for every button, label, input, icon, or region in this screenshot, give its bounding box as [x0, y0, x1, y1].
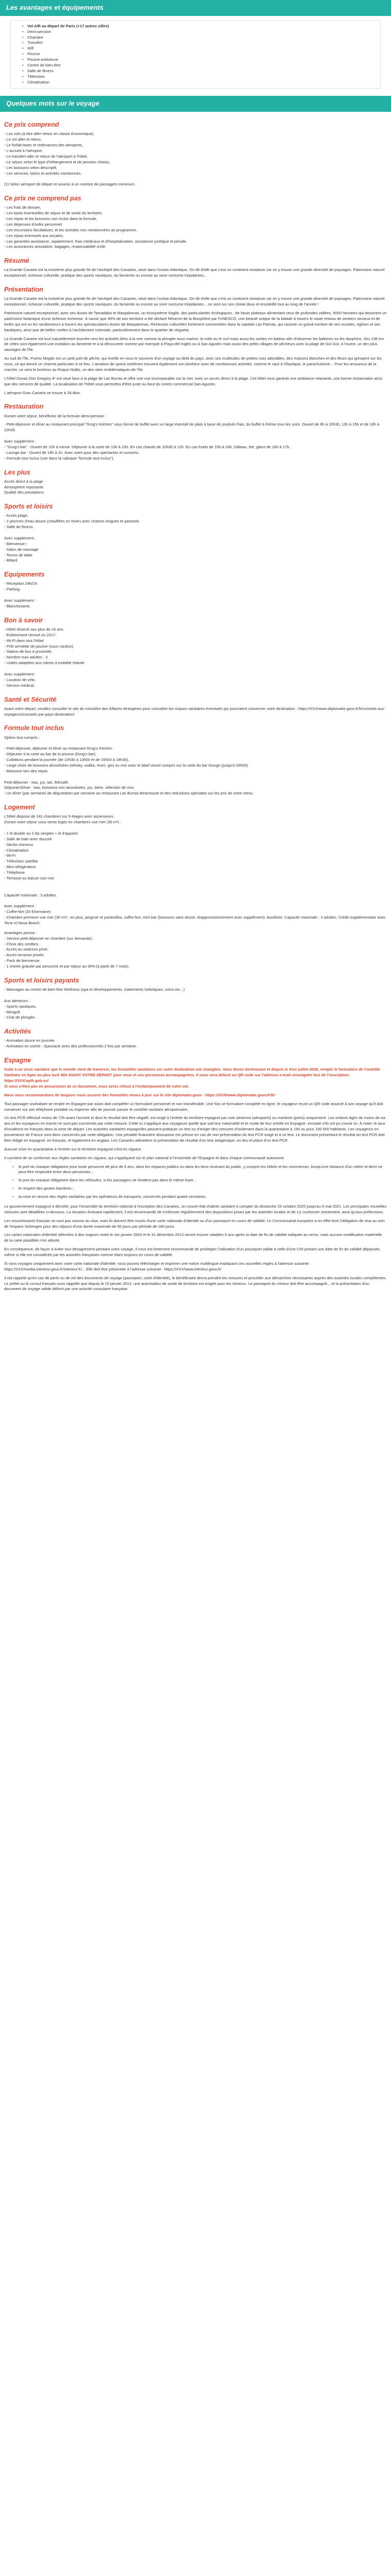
paragraph: Patrimoine naturel exceptionnel, avec ses dunes de Tamadaba et Maspalomas, un écosystème fragile, des particularités écologiques : de hauts plateaux alimentant ceux de profondes vallées, 6000 hectares qui dessinent un patrimoine botanique d'une richesse immense. À savoir que 46% de son territoire a été déclaré Réserve de la Biosphère par l'UNESCO, une beauté unique de la balade à travers le vaste réseau de sentiers sinueux et de forêts qui ont vu les randonneurs à travers les spectaculaires dunes de Maspalomas. Richesses culturelles fortement concentrées dans la capitale Las Palmas, qui raconte un grand nombre de ses musées, églises et ses basiliques, ainsi que de belles ruelles à l'architecture coloniale, particulièrement dans le quartier de Vegueta. — [4, 311, 387, 332]
heading-resume: Résumé — [4, 257, 29, 265]
text-line: - Les frais de dossier, — [4, 205, 41, 210]
text-line: - Salle de fitness. — [4, 524, 34, 530]
avantage-item: • Demi-pension — [27, 29, 373, 35]
text-line: - Location de vélo. — [4, 677, 36, 682]
text-line: - Billard — [4, 558, 18, 563]
text-line: - Massages au centre de bien-être Wellness (spa et développements, traitements holistiques, soins etc...) — [4, 987, 185, 992]
text-line: Option tout compris : — [4, 735, 40, 740]
text-line: - Les assurances annulation, bagages, responsabilité civile. — [4, 244, 107, 249]
text-line — [4, 592, 387, 598]
espagne-p12: Il est rappelé qu'en cas de perte ou de vol des documents de voyage (passeport, carte d'identité), le bénéficiaire devra prendre les mesures et procéder aux démarches nécessaires auprès des autorités locales compétentes. Le préfet ou le consul français vous rappelle que depuis le 15 janvier 2013, une autorisation de sortie de territoire est exigée pour les mineurs. Le passeport du mineur doit être accompagné... et la présentation d'un document de voyage valide délivré par une autorité consulaire française. — [4, 1275, 387, 1292]
heading-sports: Sports et loisirs — [4, 503, 53, 511]
heading-restauration: Restauration — [4, 403, 44, 411]
sports-list — [4, 513, 387, 564]
espagne-p4: Un test PCR effectué moins de 72h avant l'arrivée et dont le résultat doit être négatif, est exigé à l'entrée du territoire espagnol par voie aérienne (aéroports) ou maritime (ports) uniquement. Les enfants âgés de moins de six ans et les voyageurs en transit ne sont pas concernés par cette mesure. Cette ici s'applique aux voyageurs quelle que soit leur nationalité et le mode de leur entrée en Espagne, excepté s'ils ont pu s'avoir ici. À noter, le taux d'incidence en français dans la zone de départ. Les autorités sanitaires espagnoles peuvent pratiquer un test ou d'exiger des mesures d'isolement dans la quarantaine à 150 ou pour 100 000 habitants. Les voyageurs en provenance de France sont donc concernés par cette obligation. Une pénalité financière dissuasive est prévue en cas de non-présentation du test PCR exigé et à ce test. Le document présentant le résultat du test PCR doit être rédigé en espagnol, en français, et également en anglais. Les Canaries admettent la présentation de résultat d'un test antigénique, en lieu et place d'un test PCR. — [4, 1115, 386, 1143]
avantage-item: • Télévision — [27, 74, 373, 80]
avantages-box — [10, 20, 381, 89]
text-line: - Les dépenses d'ordre personnel, — [4, 222, 63, 227]
text-line: - Animation douce en journée. — [4, 1038, 56, 1043]
text-line: - Salon de massage — [4, 547, 39, 552]
heading-equipements: Equipements — [4, 571, 45, 579]
espagne-p1-end: pour vous et vos personnes accompagnées. Il vous sera délivré un QR code sur l'adresse e-mail renseignée lors de l'inscription. — [112, 1073, 350, 1078]
text-line — [4, 774, 387, 780]
les-plus-list — [4, 479, 387, 496]
espagne-bullets — [4, 1164, 387, 1200]
section-header-voyage: Quelques mots sur le voyage — [0, 96, 391, 112]
text-line: - Formule tout inclus (voir dans la rubrique "formule tout inclus"). — [4, 455, 115, 461]
espagne-bullet-item: • la mise en œuvre des règles sanitaires par les opérateurs de transports, conservés pendant quatre semaines. — [19, 1194, 387, 1200]
espagne-p1-link[interactable]: https://XXX/spth.gob.es/ — [4, 1078, 49, 1083]
text-line — [4, 887, 387, 893]
text-line: - Salle de bain avec douche — [4, 836, 52, 841]
hotel-intro: L'hôtel Dunas Don Gregory 4* est situé face à la plage de Las Burras et offre une vue incomparable sur la mer, avec un accès direct à la plage. Cet hôtel vous garantit une ambiance relaxante, une bonne restauration ainsi que des services de qualité. La localisation de l'hôtel vous permettra d'être juste au bout du centre commercial San Agustín. — [4, 376, 382, 386]
text-line: - Réception 24h/24. — [4, 581, 38, 586]
text-line: - Animation en soirée : Spectacle avec des professionnels 2 fois par semaine. — [4, 1044, 137, 1049]
espagne-p1-after: Si vous n'êtes pas en possession de ce document, vous serez refusé à l'embarquement de votre vol. — [4, 1083, 189, 1089]
text-line: - Les services, loisirs et activités mentionnés. — [4, 171, 82, 176]
avantage-item: • Vol A/R au départ de Paris (+17 autres villes) — [27, 24, 373, 29]
text-line: - Entièrement rénové en 2017. — [4, 632, 57, 637]
prix-ne-comprend-list — [4, 205, 387, 250]
text-line: - Les boissons selon descriptif, — [4, 165, 57, 170]
text-line: Avec supplément : — [4, 439, 36, 444]
text-line: - 1 lit double ou 2 lits simples + lit d'appoint — [4, 831, 78, 836]
text-line: - Accès plage. — [4, 513, 29, 518]
text-line: - Le vol aller et retour, — [4, 137, 42, 142]
text-line: - 2 piscines d'eau douce (chauffées en hiver) avec chaises longues et parasols. — [4, 519, 140, 524]
text-line: L'hôtel dispose de 241 chambres sur 9 étages avec ascenseurs. — [4, 814, 115, 819]
text-line: Aux alentours : — [4, 998, 30, 1003]
text-line: - Déjeuner à la carte au bar de la piscine (Grog's bar). — [4, 752, 97, 757]
text-line: - Tennis de table — [4, 552, 32, 557]
text-line: - Choix des oreillers. — [4, 941, 40, 946]
espagne-p7: Le gouvernement espagnol a décrété, pour l'ensemble du territoire national à l'exception des Canaries, un nouvel état d'alerte sanitaire à compter du dimanche 25 octobre 2020 jusqu'au 9 mai 2021. Les principales nouvelles mesures sont détaillées ci-dessous. La situation évoluant rapidement, il est recommandé de s'informer régulièrement des dispositions prises par les autorités locales et de s'y conformer strictement, ainsi qu'aux préfectures. — [4, 1204, 387, 1214]
text-line: - Les repas et les boissons non inclus dans la formule, — [4, 216, 97, 222]
text-line: (1) Selon aéroport de départ et soumis à un nombre de passagers minimum. — [4, 182, 136, 187]
text-line: - Mini-réfrigérateur — [4, 865, 36, 870]
text-line: - Station de bus à proximité. — [4, 649, 53, 654]
heading-bon-savoir: Bon à savoir — [4, 616, 43, 624]
text-line — [4, 993, 387, 998]
espagne-p11: Si vous voyagez uniquement avec votre carte nationale d'identité, vous pouvez télécharger et imprimer une notice multilingue expliquant ces nouvelles règles à l'adresse suivante : https://XXX/media.interieur.gouv.fr/interieur.fr/... Elle doit être présentée à l'adresse suivante : https://XXX/www.interieur.gouv.fr/ — [4, 1261, 311, 1272]
paragraph: La Grande Canarie est tout naturellement tournée vers les activités liées à la mer comme la plongée sous-marine, la voile ou le surf mais aussi les sorties en bateau afin d'observer les baleines ou les dauphins. Ses 236 km de côtes sont également une invitation au farniente et à la découverte comme par exemple à Playa del Inglés ou à San Agustín mais aussi des petits villages de pêcheurs avec la plage de Güí Güí, à l'ouest, un des plus sauvages de l'île. — [4, 336, 384, 352]
avantage-item: • Chambre — [27, 35, 373, 41]
restauration-list — [4, 422, 387, 461]
resume-text: La Grande Canarie est la troisième plus grande île de l'archipel des Canaries, situé dans l'océan Atlantique. On dit d'elle que c'est un continent miniature car on y trouve une grande diversité de paysages. Patrimoine naturel exceptionnel, richesse culturelle, pratique des sports nautiques, du farniente ou encore au vivre nocturne trépidantes... — [4, 267, 385, 278]
heading-sante: Santé et Sécurité — [4, 696, 57, 703]
espagne-p8: Les ressortissants français ne sont pas soumis au visa, mais ils doivent être munis d'une carte nationale d'identité ou d'un passeport en cours de validité. Le Commissariat européen a en effet levé l'obligation de visa au sein de l'espace Schengen pour des séjours d'une durée maximale de 90 jours par période de 180 jours. — [4, 1218, 385, 1229]
avantages-list — [18, 24, 373, 86]
espagne-bullet-item: • le port du masque obligatoire pour toute personne de plus de 6 ans, dans les espaces publics ou dans les lieux recevant du public, y compris les hôtels et les commerces, lorsqu'une distance d'un mètre et demi ne peut être respectée entre deux personnes ; — [19, 1164, 387, 1176]
text-line: - Les garanties assistance, rapatriement, frais médicaux et d'hospitalisation, assistance juridique et pénale, — [4, 239, 187, 244]
heading-espagne: Espagne — [4, 1057, 31, 1064]
text-line — [4, 898, 387, 904]
text-line: Petit-déjeuner : eau, jus, lait, thé/café. — [4, 779, 69, 785]
heading-les-plus: Les plus — [4, 468, 30, 476]
text-line: Avec supplément : — [4, 598, 36, 603]
text-line: Avec supplément : — [4, 904, 36, 909]
text-line: Avantages presse : — [4, 930, 38, 935]
hotel-address: L'aéroport Gran Canaria se trouve à 28,4km. — [4, 390, 81, 395]
text-line: Avec supplément : — [4, 671, 36, 676]
content — [0, 112, 391, 1300]
text-line: - Large choix de boissons alcoolisées (whisky, vodka, rhum, gin) ou non avec le label visuel compris sur la carte du bar lounge (jusqu'à 00h00). — [4, 762, 249, 768]
text-line: - 1 entrée gratuite par personne et par séjour au SPA (à partir de 7 nuits). — [4, 964, 129, 969]
text-line: - Coffre-fort (25 €/semaine) — [4, 909, 51, 914]
text-line: Durant votre séjour vous serez logés en chambres vue mer (30 m²) : — [4, 820, 122, 825]
paragraph: Au sud de l'île, Puerto Mogán est un petit port de pêche, qui éveille en vous le souvenir d'un voyage au-delà du pays, avec ses multitudes de petites rues adorables, des maisons blanches et des fleurs qui grimpent sur les murs, ce qui donne un charme particulier à ce lieu. L'amateur de sports extrêmes trouvera également son bonheur avec de nombreuses activités, comme le saut à l'élastique, le parachutisme... Pour les amoureux de la marche, ce sera le bonheur au Roque Nublo, un des sites emblématiques de l'île. — [4, 356, 382, 372]
tout-inclus-list — [4, 735, 387, 797]
text-line: - Collations pendant la journée (de 10h30 à 13h00 et de 15h00 à 18h30). — [4, 757, 129, 762]
avantage-item: • Wifi — [27, 46, 373, 52]
text-line: - Parking. — [4, 587, 21, 592]
presentation-paragraphs — [4, 296, 387, 373]
heading-activites: Activités — [4, 1028, 31, 1036]
logement-list — [4, 814, 387, 926]
espagne-p1-start: Suite à un virus sanitaire que le monde vient de traverser, les formalités sanitaires sur votre destination ont changées. Vous devez dorénavant et depuis le 01er juillet 2020, remplir le formulaire de Contrôle Sanitaire en ligne au plus tard — [4, 1067, 380, 1078]
heading-presentation: Présentation — [4, 286, 43, 294]
text-line: Déjeuner/Dîner : eau, boissons non alcoolisées, jus, bière, sélection de vins. — [4, 785, 135, 790]
text-line: Accès direct à la plage — [4, 479, 43, 484]
text-line: - Boissons lors des repas — [4, 768, 48, 773]
text-line: - Pack de bienvenue. — [4, 958, 41, 963]
sports-payants-list — [4, 987, 387, 1021]
heading-sports-payants: Sports et loisirs payants — [4, 976, 79, 984]
espagne-p9: Les cartes nationales d'identité délivrées à des majeurs entre le 1er janvier 2004 et le 31 décembre 2013 seront encore valables 5 ans après la date de fin de validité indiquée au verso, mais aucune modification matérielle de la carte plastifiée n'en atteste. — [4, 1232, 382, 1243]
text-line: - Un dîner (par semaine) de dégustation par semaine au restaurant Las Burras Beachouse et des réductions spéciales sur les prix de notre menu. — [4, 791, 254, 796]
text-line: - Le forfait taxes et redevances des aéroports, — [4, 143, 83, 148]
text-line: Qualité des prestations — [4, 490, 44, 495]
text-line: - Nombre max adultes : 3 — [4, 655, 48, 660]
text-line: - Wi-Fi — [4, 853, 16, 858]
text-line: - Sèche-cheveux — [4, 842, 34, 847]
text-line: - Blanchisserie. — [4, 603, 31, 608]
heading-prix-comprend: Ce prix comprend — [4, 121, 59, 129]
espagne-p1 — [4, 1067, 387, 1090]
text-line: - Minigolf. — [4, 1009, 21, 1014]
heading-tout-inclus: Formule tout inclus — [4, 724, 64, 732]
avantage-item: • Salle de fitness — [27, 69, 373, 74]
espagne-p2: Nous vous recommandons de toujours vous assurer des formalités mises à jour sur le site diplomatie.gouv : https://XXX/www.diplomatie.gouv.fr/fr/ — [4, 1092, 275, 1097]
text-line — [4, 433, 387, 439]
avantage-item: • Transfert — [27, 40, 373, 46]
avantage-item: • Centre de bien-être — [27, 63, 373, 69]
text-line — [4, 666, 387, 672]
heading-prix-ne-comprend: Ce prix ne comprend pas — [4, 195, 82, 202]
text-line: - Hôtel réservé aux plus de 16 ans. — [4, 626, 64, 632]
heading-logement: Logement — [4, 804, 35, 811]
text-line: - Petit-déjeuner et dîner au restaurant principal "Grog's Kitchen" sous forme de buffet avec un large éventail de plats à base de produits frais, du buffet à thème tous les soirs. Ouvert de 8h à 10h30, 13h à 15h et de 18h à 22h30. — [4, 422, 380, 433]
section-header-avantages: Les avantages et équipements — [0, 0, 391, 16]
avantage-item: • Piscine extérieure — [27, 57, 373, 63]
espagne-p5: Aucune mise en quarantaine à l'entrée sur le territoire espagnol n'est en vigueur. — [4, 1146, 142, 1151]
text-line: Avec supplément : — [4, 535, 36, 540]
text-line: - L'accueil à l'aéroport, — [4, 148, 43, 154]
text-line: - Sports nautiques. — [4, 1004, 37, 1009]
text-line — [4, 740, 387, 746]
espagne-p6: Il convient de se conformer aux règles sanitaires en vigueur, qui s'appliquent sur le plan national à l'ensemble de l'Espagne et dans chaque communauté autonome. — [4, 1155, 285, 1160]
avantage-item: • Climatisation — [27, 80, 373, 86]
text-line: - Bienvenue ! — [4, 541, 27, 546]
avantages-presse-list — [4, 930, 387, 970]
text-line: - Le transfert aller et retour de l'aéroport à l'hôtel, — [4, 154, 88, 159]
text-line — [4, 882, 387, 887]
avantage-item: • Piscine — [27, 52, 373, 57]
text-line — [4, 176, 387, 182]
espagne-p10: En conséquence, de façon à éviter tout désagrément pendant votre voyage, il vous est fortement recommandé de privilégier l'utilisation d'un passeport valide à celle d'une CNI portant une date de fin de validité dépassée, même si elle est considérée par les autorités françaises comme étant toujours en cours de validité. — [4, 1247, 381, 1258]
text-line — [4, 825, 387, 831]
text-line: - Les vols (à titre aller-retour en classe économique), — [4, 131, 95, 137]
text-line: - Wi-Fi dans tout l'hôtel — [4, 638, 44, 643]
activites-list — [4, 1038, 387, 1049]
text-line — [4, 530, 387, 536]
text-line: - Accès au solarium privé. — [4, 947, 48, 952]
text-line: - Les excursions facultatives, et les activités non mentionnées au programme, — [4, 227, 138, 232]
text-line: - Le séjour selon le type d'hébergement et de pension choisis, — [4, 159, 110, 164]
paragraph: La Grande Canarie est la troisième plus grande île de l'archipel des Canaries, situé dans l'océan Atlantique. On dit d'elle que c'est un continent miniature car on y trouve une grande diversité de paysages. Patrimoine naturel exceptionnel, richesse culturelle, pratique des sports nautiques, du farniente ou encore au vivre nocturne trépidantes... ce sont sur son climat doux et ensoleillé tout au long de l'année ! — [4, 296, 385, 307]
text-line: - Club de plongée. — [4, 1015, 36, 1020]
equipements-list — [4, 581, 387, 609]
bon-savoir-list — [4, 627, 387, 689]
text-line: - Service petit-déjeuner en chambre (sur demande). — [4, 936, 93, 941]
text-line: - Unités adaptées aux clients à mobilité réduite — [4, 660, 85, 666]
text-line: - Chambre premium vue mer (30 m²) : en plus, peignoir et pantoufles, coffre-fort, mini-bar (boissons sans alcool, réapprovisionnement avec supplément), bouilloire. Capacité maximale : 3 adultes. Crédit supplémentaire avec Terre et Nova Beach. — [4, 915, 386, 925]
text-line: Capacité maximale : 3 adultes. — [4, 892, 57, 897]
text-line: - Petit-déjeuner, déjeuner et dîner au restaurant Grog's Kitchen. — [4, 746, 113, 751]
restauration-text: Durant votre séjour, bénéficiez de la formule demi-pension : — [4, 413, 107, 418]
espagne-p3: Tout passager souhaitant se rendre en Espagne par avion doit compléter un formulaire personnel et non transférable. Une fois ce formulaire complété en ligne, le voyageur reçoit un QR code associé à son voyage qu'il doit conserver sur son téléphone portable ou imprimer afin de pouvoir passer le contrôle sanitaire aéroportuaire. — [4, 1101, 383, 1112]
text-line: - Service médical. — [4, 683, 35, 688]
text-line: Atmosphère reposante — [4, 484, 43, 489]
text-line: - Les taxes éventuelles de séjour et de sortie du territoire, — [4, 211, 103, 216]
sante-text: Avant votre départ, veuillez consulter le site du ministère des Affaires étrangères pour connaître les risques sanitaires éventuels qui pourraient concerner votre destination : https://XXX/www.diplomatie.gouv.fr/fr/conseils-aux-voyageurs/conseils-par-pays-destination/ — [4, 706, 386, 717]
text-line: - Lounge bar : Ouvert de 18h à 1h. Avec notre pour des spectacles et concerts. — [4, 450, 140, 455]
text-line: - Prêt serviette de piscine (sous caution). — [4, 643, 74, 649]
text-line: - Téléphone — [4, 870, 25, 875]
text-line: - Climatisation — [4, 848, 29, 853]
text-line: - Accès terrasse privée. — [4, 953, 45, 958]
text-line: - Les repas éventuels aux escales, — [4, 233, 64, 238]
espagne-p1-deadline: 48H AVANT VOTRE DÉPART — [60, 1073, 112, 1078]
prix-comprend-list — [4, 131, 387, 188]
text-line: - Télévision satellite — [4, 859, 38, 864]
text-line: - "Grog's bar" : Ouvert de 10h à minuit. Déjeuner à la carte de 13h à 15h. En cas chauds de 10h30 à 12h. En cas froids de 15h à 18h. Gâteau, thé, glace de 16h à 17h. — [4, 444, 290, 449]
espagne-bullet-item: • le respect des gestes barrières ; — [19, 1186, 387, 1192]
espagne-bullet-item: • le port du masque obligatoire dans les véhicules, si les passagers ne résident pas dans le même foyer ; — [19, 1178, 387, 1183]
text-line: - Terrasse ou balcon vue mer — [4, 875, 54, 880]
